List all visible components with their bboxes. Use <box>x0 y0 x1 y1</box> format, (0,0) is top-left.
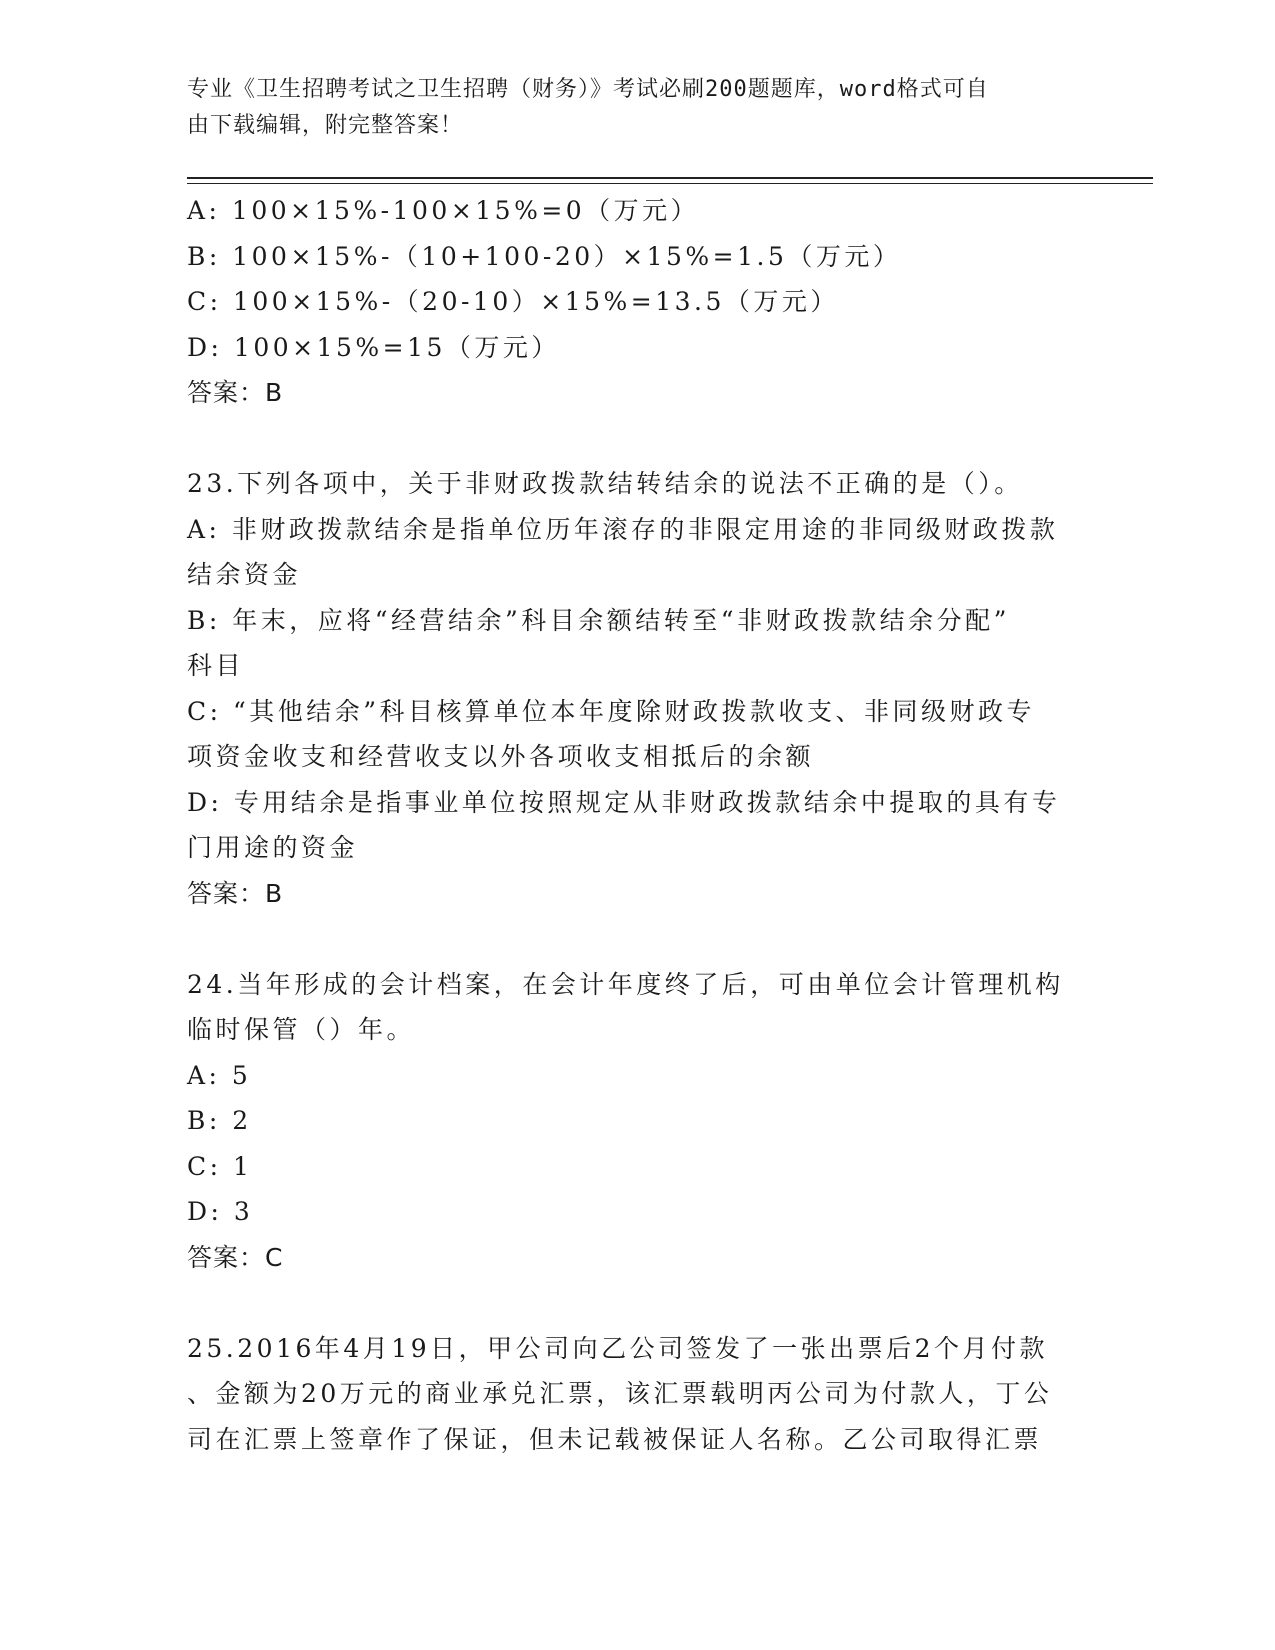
option-b: B: 100×15%-（10+100-20）×15%=1.5（万元） <box>187 241 902 271</box>
question-stem: 25.2016年4月19日，甲公司向乙公司签发了一张出票后2个月付款 <box>187 1333 1049 1363</box>
option-b: B: 2 <box>187 1106 252 1135</box>
question-23 <box>187 461 1067 916</box>
question-content <box>187 188 1067 1462</box>
question-24 <box>187 962 1067 1281</box>
option-a-cont: 结余资金 <box>187 560 302 589</box>
question-stem: 24.当年形成的会计档案，在会计年度终了后，可由单位会计管理机构 <box>187 969 1064 999</box>
header-line-1: 专业《卫生招聘考试之卫生招聘（财务）》考试必刷200题题库，word格式可自 <box>187 77 989 102</box>
option-a: A: 100×15%-100×15%=0（万元） <box>187 196 700 225</box>
spacer <box>187 416 1067 462</box>
page-header <box>187 72 1067 144</box>
option-b: B: 年末，应将“经营结余”科目余额结转至“非财政拨款结余分配” <box>187 605 1010 635</box>
option-a: A: 非财政拨款结余是指单位历年滚存的非限定用途的非同级财政拨款 <box>187 514 1059 544</box>
spacer <box>187 916 1067 962</box>
answer: 答案：C <box>187 1242 284 1272</box>
option-c: C: 1 <box>187 1151 253 1181</box>
header-line-2: 由下载编辑，附完整答案！ <box>187 113 464 138</box>
header-rule-thick <box>187 177 1153 179</box>
option-c: C: “其他结余”科目核算单位本年度除财政拨款收支、非同级财政专 <box>187 696 1036 726</box>
question-stem-cont: 司在汇票上签章作了保证，但未记载被保证人名称。乙公司取得汇票 <box>187 1424 1043 1454</box>
option-c: C: 100×15%-（20-10）×15%=13.5（万元） <box>187 287 839 316</box>
option-b-cont: 科目 <box>187 651 245 680</box>
answer: 答案：B <box>187 878 284 908</box>
spacer <box>187 1280 1067 1326</box>
option-d-cont: 门用途的资金 <box>187 833 359 862</box>
question-22 <box>187 188 1067 416</box>
option-d: D: 100×15%=15（万元） <box>187 332 560 362</box>
question-25 <box>187 1326 1067 1463</box>
question-stem-cont: 、金额为20万元的商业承兑汇票，该汇票载明丙公司为付款人，丁公 <box>187 1379 1053 1408</box>
option-d: D: 专用结余是指事业单位按照规定从非财政拨款结余中提取的具有专 <box>187 787 1061 817</box>
option-d: D: 3 <box>187 1197 254 1226</box>
question-stem-cont: 临时保管（）年。 <box>187 1015 416 1044</box>
option-c-cont: 项资金收支和经营收支以外各项收支相抵后的余额 <box>187 742 815 771</box>
option-a: A: 5 <box>187 1060 252 1090</box>
question-stem: 23.下列各项中，关于非财政拨款结转结余的说法不正确的是（）。 <box>187 469 1023 498</box>
answer: 答案：B <box>187 378 284 407</box>
header-rule-thin <box>187 183 1153 184</box>
